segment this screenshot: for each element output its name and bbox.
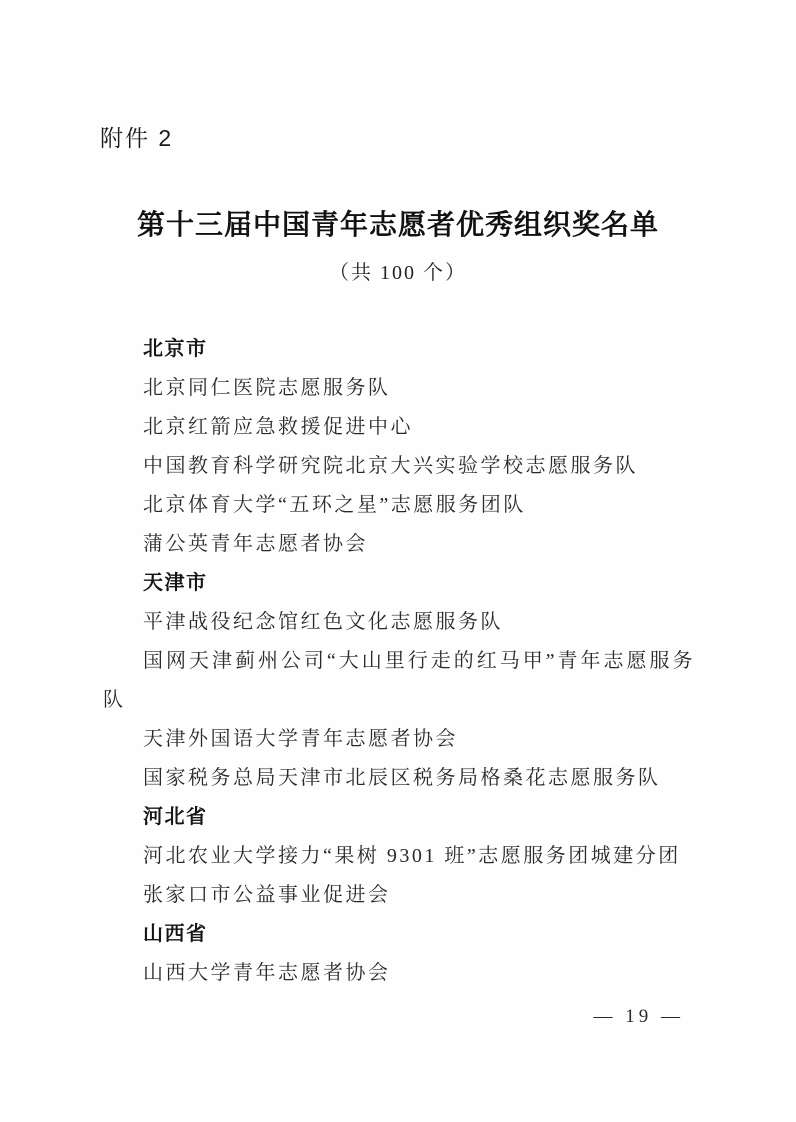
- list-item: 北京体育大学“五环之星”志愿服务团队: [143, 494, 526, 516]
- attachment-label: 附件 2: [100, 125, 174, 151]
- award-list: [103, 330, 695, 993]
- list-item: 山西大学青年志愿者协会: [143, 962, 391, 984]
- document-subtitle: （共 100 个）: [329, 262, 467, 284]
- list-item: 平津战役纪念馆红色文化志愿服务队: [143, 611, 503, 633]
- list-item: 天津外国语大学青年志愿者协会: [143, 728, 458, 750]
- list-item: 国家税务总局天津市北辰区税务局格桑花志愿服务队: [143, 767, 661, 789]
- list-item: 北京同仁医院志愿服务队: [143, 377, 391, 399]
- list-item: 蒲公英青年志愿者协会: [143, 533, 368, 555]
- page-number: — 19 —: [593, 1006, 684, 1027]
- list-item: 北京红箭应急救援促进中心: [143, 416, 413, 438]
- list-item: 中国教育科学研究院北京大兴实验学校志愿服务队: [143, 455, 638, 477]
- document-title: 第十三届中国青年志愿者优秀组织奖名单: [136, 210, 659, 241]
- list-item: 国网天津蓟州公司“大山里行走的红马甲”青年志愿服务队: [103, 650, 695, 711]
- section-heading-beijing: 北京市: [143, 338, 208, 360]
- list-item: 河北农业大学接力“果树 9301 班”志愿服务团城建分团: [143, 845, 681, 867]
- list-item: 张家口市公益事业促进会: [143, 884, 391, 906]
- section-heading-hebei: 河北省: [143, 806, 208, 828]
- section-heading-tianjin: 天津市: [143, 572, 208, 594]
- section-heading-shanxi: 山西省: [143, 923, 208, 945]
